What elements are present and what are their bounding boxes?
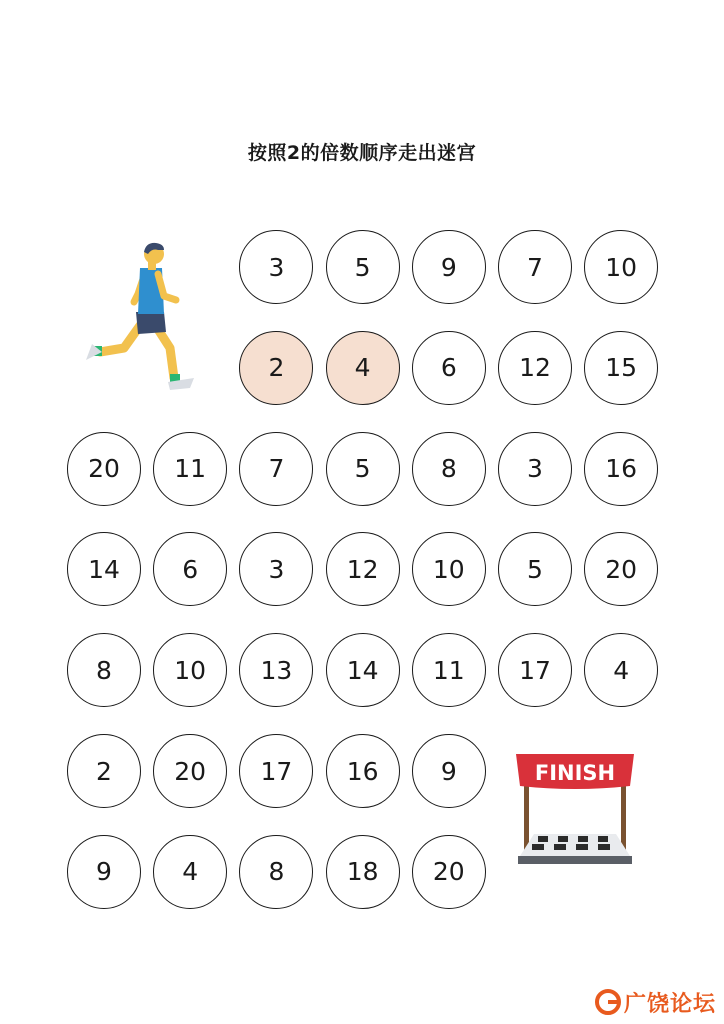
runner-icon	[82, 240, 207, 400]
maze-cell-r6-c3[interactable]: 18	[326, 835, 400, 909]
maze-cell-r5-c3[interactable]: 16	[326, 734, 400, 808]
maze-cell-r4-c0[interactable]: 8	[67, 633, 141, 707]
maze-cell-r3-c6[interactable]: 20	[584, 532, 658, 606]
maze-cell-r3-c0[interactable]: 14	[67, 532, 141, 606]
maze-cell-r2-c6[interactable]: 16	[584, 432, 658, 506]
maze-cell-r5-c4[interactable]: 9	[412, 734, 486, 808]
maze-cell-r6-c1[interactable]: 4	[153, 835, 227, 909]
maze-cell-r0-c2[interactable]: 3	[239, 230, 313, 304]
watermark-text: 广饶论坛	[624, 991, 717, 1017]
maze-cell-r2-c4[interactable]: 8	[412, 432, 486, 506]
maze-cell-r4-c1[interactable]: 10	[153, 633, 227, 707]
page-title: 按照2的倍数顺序走出迷宫	[247, 142, 477, 164]
maze-cell-r4-c6[interactable]: 4	[584, 633, 658, 707]
watermark-logo-icon	[594, 988, 622, 1016]
maze-cell-r3-c2[interactable]: 3	[239, 532, 313, 606]
maze-cell-r0-c6[interactable]: 10	[584, 230, 658, 304]
maze-cell-r0-c5[interactable]: 7	[498, 230, 572, 304]
maze-cell-r6-c4[interactable]: 20	[412, 835, 486, 909]
maze-cell-r1-c6[interactable]: 15	[584, 331, 658, 405]
maze-cell-r6-c0[interactable]: 9	[67, 835, 141, 909]
maze-cell-r5-c0[interactable]: 2	[67, 734, 141, 808]
maze-cell-r4-c3[interactable]: 14	[326, 633, 400, 707]
maze-cell-r1-c3[interactable]: 4	[326, 331, 400, 405]
finish-line-icon	[512, 752, 638, 870]
maze-cell-r5-c2[interactable]: 17	[239, 734, 313, 808]
maze-cell-r2-c1[interactable]: 11	[153, 432, 227, 506]
maze-cell-r6-c2[interactable]: 8	[239, 835, 313, 909]
maze-cell-r1-c5[interactable]: 12	[498, 331, 572, 405]
maze-cell-r2-c2[interactable]: 7	[239, 432, 313, 506]
maze-cell-r3-c3[interactable]: 12	[326, 532, 400, 606]
maze-cell-r4-c2[interactable]: 13	[239, 633, 313, 707]
maze-cell-r3-c1[interactable]: 6	[153, 532, 227, 606]
maze-cell-r3-c5[interactable]: 5	[498, 532, 572, 606]
maze-cell-r4-c5[interactable]: 17	[498, 633, 572, 707]
maze-cell-r2-c0[interactable]: 20	[67, 432, 141, 506]
maze-cell-r4-c4[interactable]: 11	[412, 633, 486, 707]
site-watermark	[594, 987, 716, 1017]
maze-cell-r2-c5[interactable]: 3	[498, 432, 572, 506]
maze-cell-r1-c2[interactable]: 2	[239, 331, 313, 405]
maze-cell-r0-c4[interactable]: 9	[412, 230, 486, 304]
maze-cell-r1-c4[interactable]: 6	[412, 331, 486, 405]
maze-cell-r5-c1[interactable]: 20	[153, 734, 227, 808]
maze-cell-r2-c3[interactable]: 5	[326, 432, 400, 506]
maze-cell-r3-c4[interactable]: 10	[412, 532, 486, 606]
finish-label: FINISH	[534, 761, 616, 785]
maze-cell-r0-c3[interactable]: 5	[326, 230, 400, 304]
